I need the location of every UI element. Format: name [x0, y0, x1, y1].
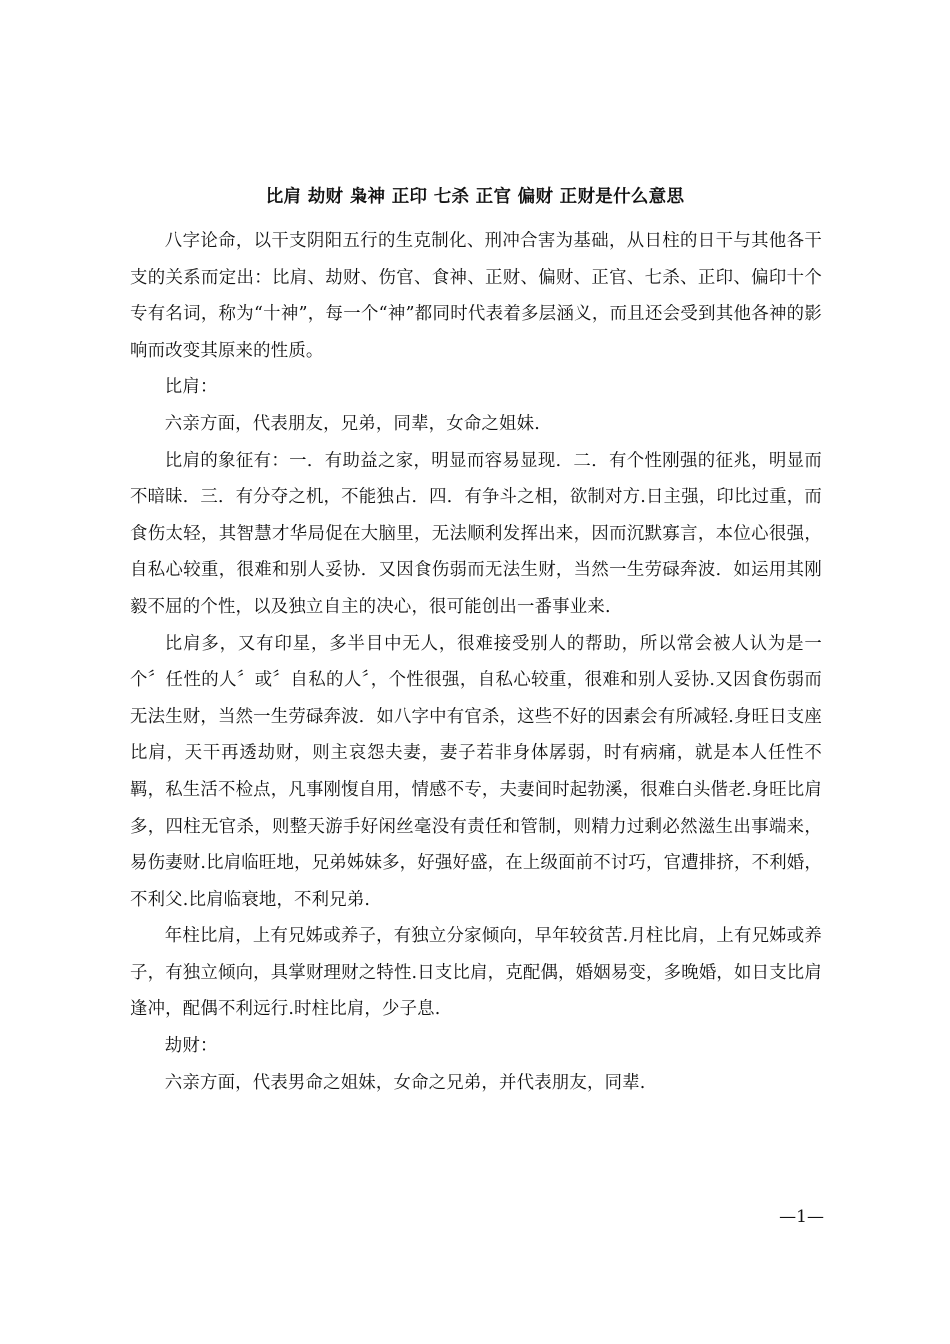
section-heading-jiecai: 劫财： — [164, 1036, 218, 1057]
paragraph-bijian-symbols: 比肩的象征有：一．有助益之家，明显而容易显现．二．有个性刚强的征兆，明显而不暗昧．三．有分夺之机，不能独占．四．有争斗之相，欲制对方.日主强，印比过重，而食伤太轻，其智慧才华局促在大脑里，无法顺利发挥出来，因而沉默寡言，本位心很强，自私心较重，很难和别人妥协．又因食伤弱而无法生财，当然一生劳碌奔波．如运用其刚毅不屈的个性，以及独立自主的决心，很可能创出一番事业来. — [130, 450, 822, 617]
document-body — [130, 223, 822, 1101]
paragraph-bijian-many: 比肩多，又有印星，多半目中无人，很难接受别人的帮助，所以常会被人认为是一个〞任性的人〞或〞自私的人〞，个性很强，自私心较重，很难和别人妥协.又因食伤弱而无法生财，当然一生劳碌奔波．如八字中有官杀，这些不好的因素会有所减轻.身旺日支座比肩，天干再透劫财，则主哀怨夫妻，妻子若非身体孱弱，时有病痛，就是本人任性不羁，私生活不检点，凡事刚愎自用，情感不专，夫妻间时起勃溪，很难白头偕老.身旺比肩多，四柱无官杀，则整天游手好闲丝毫没有责任和管制，则精力过剩必然滋生出事端来，易伤妻财.比肩临旺地，兄弟姊妹多，好强好盛，在上级面前不讨巧，官遭排挤，不利婚，不利父.比肩临衰地，不利兄弟. — [130, 633, 822, 910]
page-number: —1— — [779, 1207, 824, 1227]
paragraph-bijian-pillars: 年柱比肩，上有兄姊或养子，有独立分家倾向，早年较贫苦.月柱比肩，上有兄姊或养子，有独立倾向，具掌财理财之特性.日支比肩，克配偶，婚姻易变，多晚婚，如日支比肩逢冲，配偶不利远行.时柱比肩，少子息. — [130, 926, 822, 1020]
section-heading-bijian: 比肩： — [164, 377, 218, 398]
paragraph-bijian-relatives: 六亲方面，代表朋友，兄弟，同辈，女命之姐妹. — [164, 413, 540, 434]
paragraph-intro: 八字论命，以干支阴阳五行的生克制化、刑冲合害为基础，从日柱的日干与其他各干支的关系而定出：比肩、劫财、伤官、食神、正财、偏财、正官、七杀、正印、偏印十个专有名词，称为“十神”，每一个“神”都同时代表着多层涵义，而且还会受到其他各神的影响而改变其原来的性质。 — [130, 231, 822, 361]
paragraph-jiecai-relatives: 六亲方面，代表男命之姐妹，女命之兄弟，并代表朋友，同辈. — [164, 1072, 646, 1093]
document-title: 比肩 劫财 枭神 正印 七杀 正官 偏财 正财是什么意思 — [265, 187, 685, 207]
